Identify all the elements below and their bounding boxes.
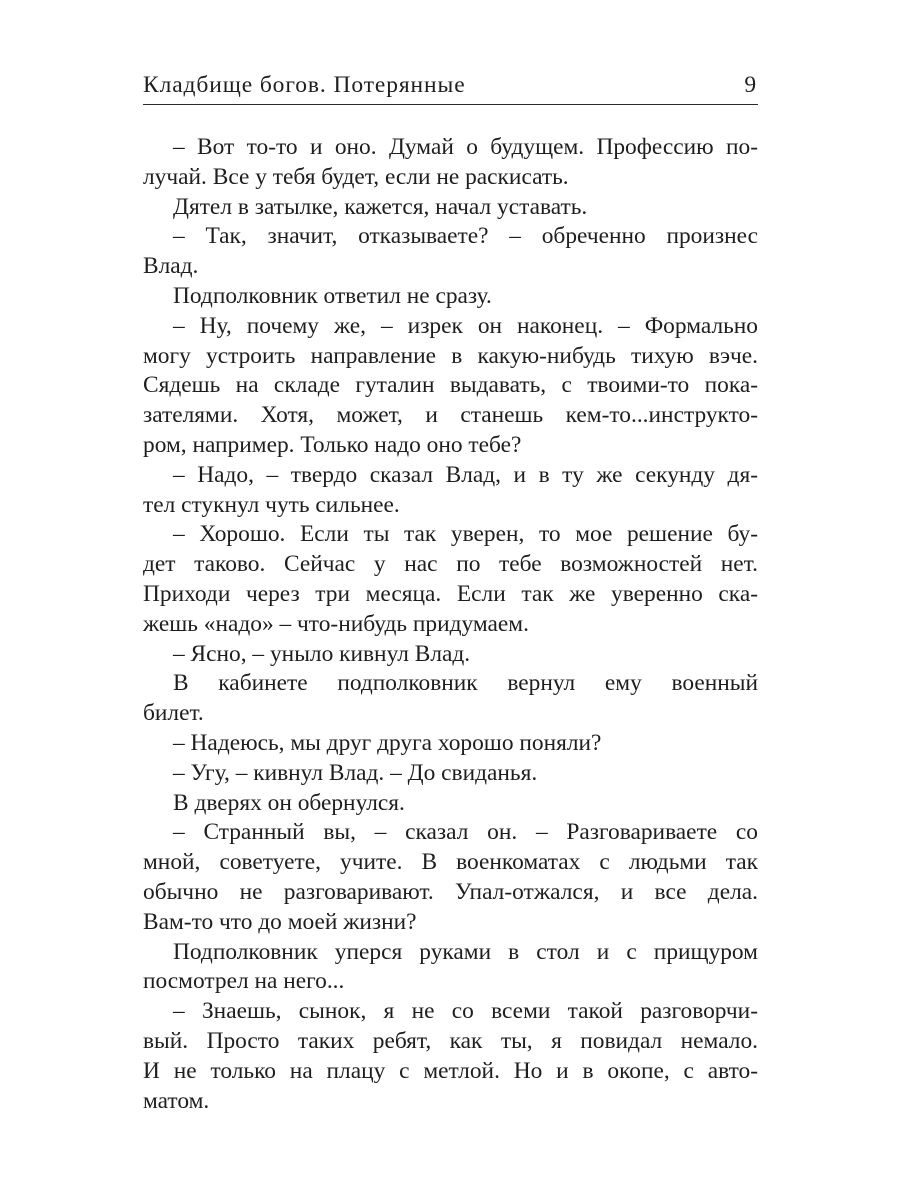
running-title: Кладбище богов. Потерянные (143, 72, 466, 98)
text-line: тел стукнул чуть сильнее. (143, 491, 400, 518)
page-number: 9 (744, 72, 757, 98)
text-line: – Угу, – кивнул Влад. – До свиданья. (173, 759, 538, 786)
text-line: посмотрел на него... (143, 968, 345, 995)
text-line: – Надеюсь, мы друг друга хорошо поняли? (173, 729, 602, 756)
text-line: вый. Просто таких ребят, как ты, я повидал немало. (143, 1027, 758, 1054)
text-line: билет. (143, 700, 204, 727)
text-line: зателями. Хотя, может, и станешь кем-то...инструкто- (143, 402, 758, 429)
text-line: Дятел в затылке, кажется, начал уставать. (173, 193, 588, 220)
text-line: Вам-то что до моей жизни? (143, 908, 417, 935)
text-line: Подполковник уперся руками в стол и с прищуром (173, 938, 758, 965)
text-line: обычно не разговаривают. Упал-отжался, и все дела. (143, 878, 758, 905)
text-line: Влад. (143, 253, 199, 280)
text-line: В дверях он обернулся. (173, 789, 405, 816)
text-line: В кабинете подполковник вернул ему военный (173, 670, 758, 697)
header-rule (143, 104, 758, 105)
text-line: – Вот то-то и оно. Думай о будущем. Профессию по- (173, 134, 758, 160)
text-line: мной, советуете, учите. В военкоматах с людьми так (143, 849, 758, 876)
running-header (143, 70, 758, 104)
text-line: дет таково. Сейчас у нас по тебе возможностей нет. (143, 551, 758, 578)
text-line: – Странный вы, – сказал он. – Разговариваете со (173, 819, 758, 846)
text-line: – Надо, – твердо сказал Влад, и в ту же секунду дя- (173, 461, 758, 488)
text-line: – Ясно, – уныло кивнул Влад. (173, 640, 471, 667)
text-line: ром, например. Только надо оно тебе? (143, 431, 522, 458)
text-line: – Ну, почему же, – изрек он наконец. – Формально (173, 312, 758, 339)
text-line: могу устроить направление в какую-нибудь тихую вэче. (143, 342, 758, 369)
text-line: – Знаешь, сынок, я не со всеми такой разговорчи- (173, 998, 758, 1025)
text-line: Сядешь на складе гуталин выдавать, с твоими-то пока- (143, 372, 758, 399)
text-line: – Так, значит, отказываете? – обреченно произнес (173, 223, 758, 250)
text-line: матом. (143, 1087, 210, 1114)
text-line: Подполковник ответил не сразу. (173, 282, 492, 309)
text-line: жешь «надо» – что-нибудь придумаем. (143, 610, 529, 637)
text-line: лучай. Все у тебя будет, если не раскисать. (143, 163, 569, 190)
body-text (143, 133, 758, 1116)
text-line: И не только на плацу с метлой. Но и в окопе, с авто- (143, 1057, 758, 1084)
text-line: – Хорошо. Если ты так уверен, то мое решение бу- (173, 521, 758, 548)
text-line: Приходи через три месяца. Если так же уверенно ска- (143, 580, 758, 607)
